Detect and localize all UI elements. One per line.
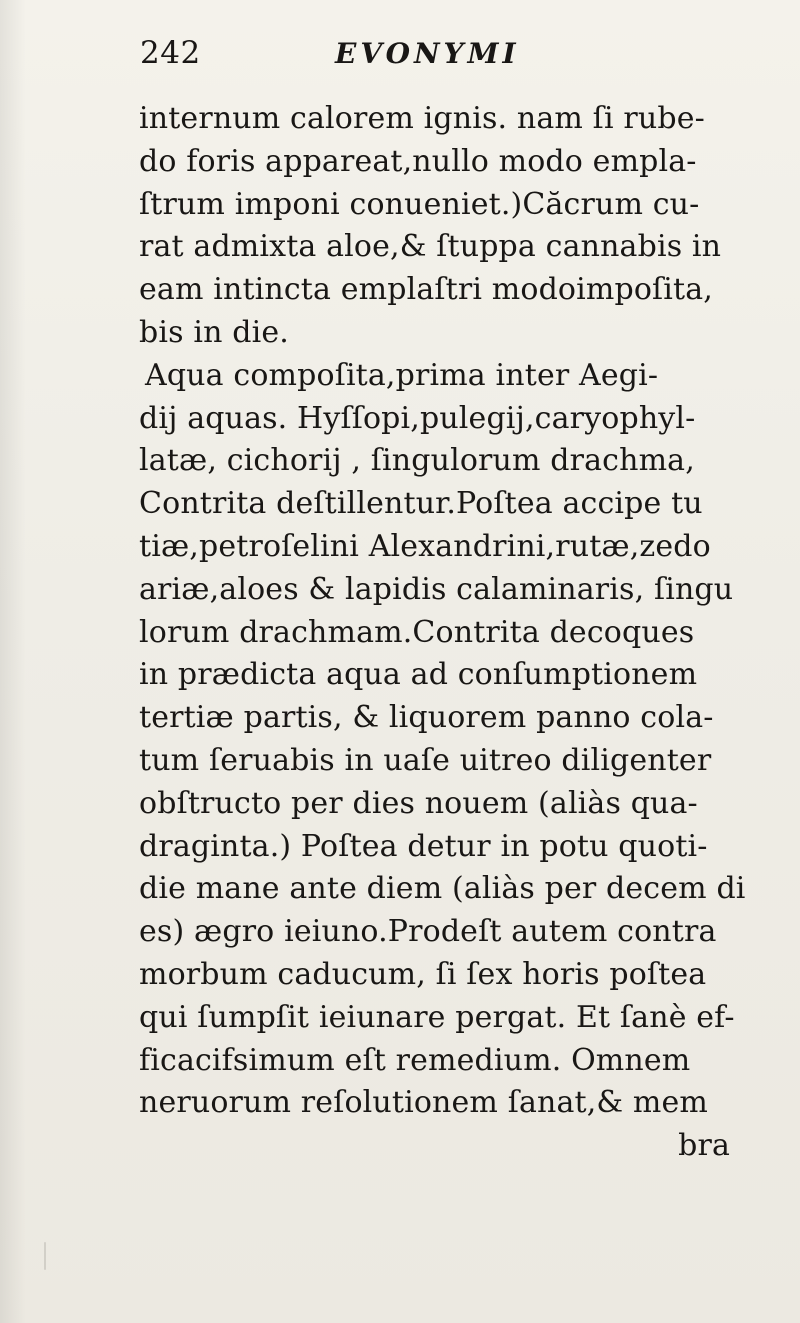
paper-blemish (44, 1242, 46, 1270)
text-line: eam intincta emplaſtri modoimpoſita, (139, 272, 713, 308)
text-line: qui ſumpſit ieiunare pergat. Et ſanè ef- (139, 999, 735, 1035)
text-line: rat admixta aloe,& ſtuppa cannabis in (139, 229, 722, 265)
text-line: bis in die. (139, 314, 289, 350)
text-line: tertiæ partis, & liquorem panno cola- (139, 700, 714, 736)
text-line: draginta.) Poſtea detur in potu quoti- (139, 828, 708, 864)
gutter-shadow (0, 0, 26, 1323)
text-line: ficacifsimum eſt remedium. Omnem (139, 1042, 691, 1078)
text-line: internum calorem ignis. nam ſi rube- (139, 101, 705, 136)
catchword: bra (678, 1128, 730, 1164)
text-line: in prædicta aqua ad conſumptionem (139, 657, 698, 693)
text-line: Aqua compoſita,prima inter Aegi- (145, 357, 659, 393)
text-line: tiæ,petroſelini Alexandrini,rutæ,zedo (139, 528, 711, 564)
text-line: die mane ante diem (aliàs per decem di (139, 871, 746, 907)
page-number: 242 (140, 35, 201, 71)
text-line: morbum caducum, ſi ſex horis poſtea (139, 956, 707, 992)
text-line: tum ſeruabis in uaſe uitreo diligenter (139, 742, 712, 778)
text-line: dij aquas. Hyſſopi,pulegij,caryophyl- (139, 400, 696, 436)
text-line: lorum drachmam.Contrita decoques (139, 614, 695, 650)
text-line: obſtructo per dies nouem (aliàs qua- (139, 785, 698, 821)
running-head: EVONYMI (335, 37, 520, 70)
text-line: latæ, cichorij , ſingulorum drachma, (139, 443, 695, 479)
text-line: ſtrum imponi conueniet.)Căcrum cu- (139, 186, 700, 222)
text-line: Contrita deſtillentur.Poſtea accipe tu (139, 486, 703, 522)
text-line: neruorum reſolutionem ſanat,& mem (139, 1085, 709, 1121)
text-line: es) ægro ieiuno.Prodeſt autem contra (139, 914, 717, 950)
body-text (139, 98, 759, 1198)
page-header (140, 35, 700, 90)
text-line: do foris appareat,nullo modo empla- (139, 143, 697, 179)
text-line: ariæ,aloes & lapidis calaminaris, ſingu (139, 571, 734, 607)
